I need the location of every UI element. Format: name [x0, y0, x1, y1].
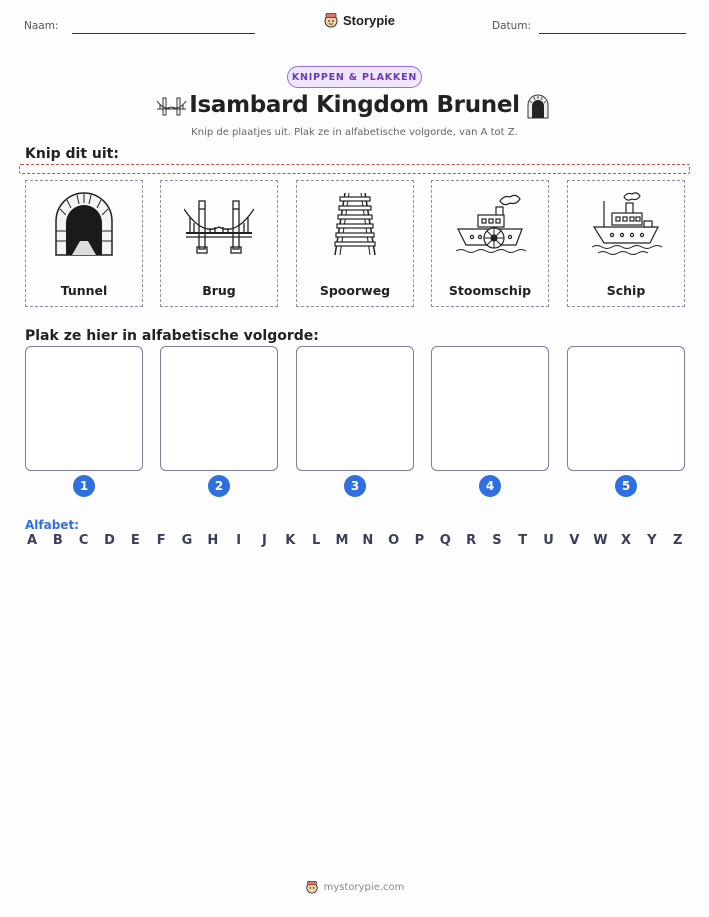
- alphabet-letter: G: [181, 533, 193, 548]
- cut-card-steamship[interactable]: [431, 180, 549, 307]
- brand-name: Storypie: [343, 12, 396, 28]
- instructions: Knip de plaatjes uit. Plak ze in alfabetische volgorde, van A tot Z.: [191, 127, 518, 138]
- alphabet-letter: K: [285, 533, 296, 548]
- paste-slot-5[interactable]: [567, 346, 685, 471]
- alphabet-letter: M: [335, 533, 349, 548]
- alphabet-letter: I: [236, 533, 242, 548]
- alphabet-letter: B: [52, 533, 63, 548]
- alphabet-letter: R: [466, 533, 477, 548]
- tunnel-icon: [526, 93, 550, 119]
- cut-card-bridge[interactable]: [160, 180, 278, 307]
- slot-number-4: 4: [479, 475, 501, 497]
- alphabet-letter: N: [362, 533, 374, 548]
- alphabet-letter: H: [207, 533, 219, 548]
- card-label: Stoomschip: [448, 283, 532, 298]
- footer-url[interactable]: mystorypie.com: [323, 881, 405, 893]
- cut-card-ship[interactable]: [567, 180, 685, 307]
- alphabet-letter: X: [621, 533, 632, 548]
- paste-heading: Plak ze hier in alfabetische volgorde:: [25, 328, 319, 344]
- card-label: Spoorweg: [319, 283, 391, 298]
- paste-slot-1[interactable]: [25, 346, 143, 471]
- card-label: Brug: [202, 283, 236, 298]
- storypie-mascot-icon: [323, 12, 339, 28]
- paste-slot-4[interactable]: [431, 346, 549, 471]
- alphabet-letter: Q: [439, 533, 451, 548]
- name-label: Naam:: [24, 20, 59, 32]
- cut-card-railway[interactable]: [296, 180, 414, 307]
- alphabet-letter: F: [156, 533, 166, 548]
- name-line[interactable]: [72, 33, 255, 34]
- brand-logo: [323, 12, 395, 28]
- card-label: Schip: [606, 283, 646, 298]
- slot-number-3: 3: [344, 475, 366, 497]
- date-line[interactable]: [539, 33, 686, 34]
- alphabet-letter: T: [518, 533, 528, 548]
- cut-heading: Knip dit uit:: [25, 146, 119, 162]
- alphabet-letter: J: [262, 533, 267, 548]
- alphabet-letter: D: [104, 533, 115, 548]
- alphabet-letter: A: [26, 533, 38, 548]
- alphabet-letter: L: [311, 533, 321, 548]
- tunnel-icon: [52, 191, 116, 257]
- cut-line: [19, 164, 690, 174]
- alphabet-letter: V: [569, 533, 580, 548]
- steamship-icon: [454, 191, 526, 257]
- alphabet-letter: Z: [672, 533, 683, 548]
- alphabet-letter: U: [543, 533, 554, 548]
- bridge-icon: [184, 191, 254, 257]
- activity-tag: KNIPPEN & PLAKKEN: [287, 66, 422, 88]
- slot-number-1: 1: [73, 475, 95, 497]
- slot-number-5: 5: [615, 475, 637, 497]
- alphabet-letter: C: [78, 533, 89, 548]
- alphabet-letter: P: [414, 533, 425, 548]
- paste-slot-3[interactable]: [296, 346, 414, 471]
- ship-icon: [590, 191, 662, 257]
- cut-card-tunnel[interactable]: [25, 180, 143, 307]
- alphabet-letter: Y: [647, 533, 657, 548]
- card-label: Tunnel: [60, 283, 108, 298]
- alphabet-letter: O: [388, 533, 400, 548]
- alphabet-letter: S: [492, 533, 502, 548]
- page-title: Isambard Kingdom Brunel: [189, 92, 520, 118]
- alphabet-letter: E: [130, 533, 140, 548]
- storypie-mascot-icon: [305, 880, 319, 894]
- slot-number-2: 2: [208, 475, 230, 497]
- alphabet-letter: W: [593, 533, 608, 548]
- railway-icon: [323, 191, 387, 257]
- alphabet-row: [25, 533, 685, 548]
- alphabet-label: Alfabet:: [25, 518, 79, 532]
- date-label: Datum:: [492, 20, 532, 32]
- footer: [0, 880, 709, 894]
- paste-slot-2[interactable]: [160, 346, 278, 471]
